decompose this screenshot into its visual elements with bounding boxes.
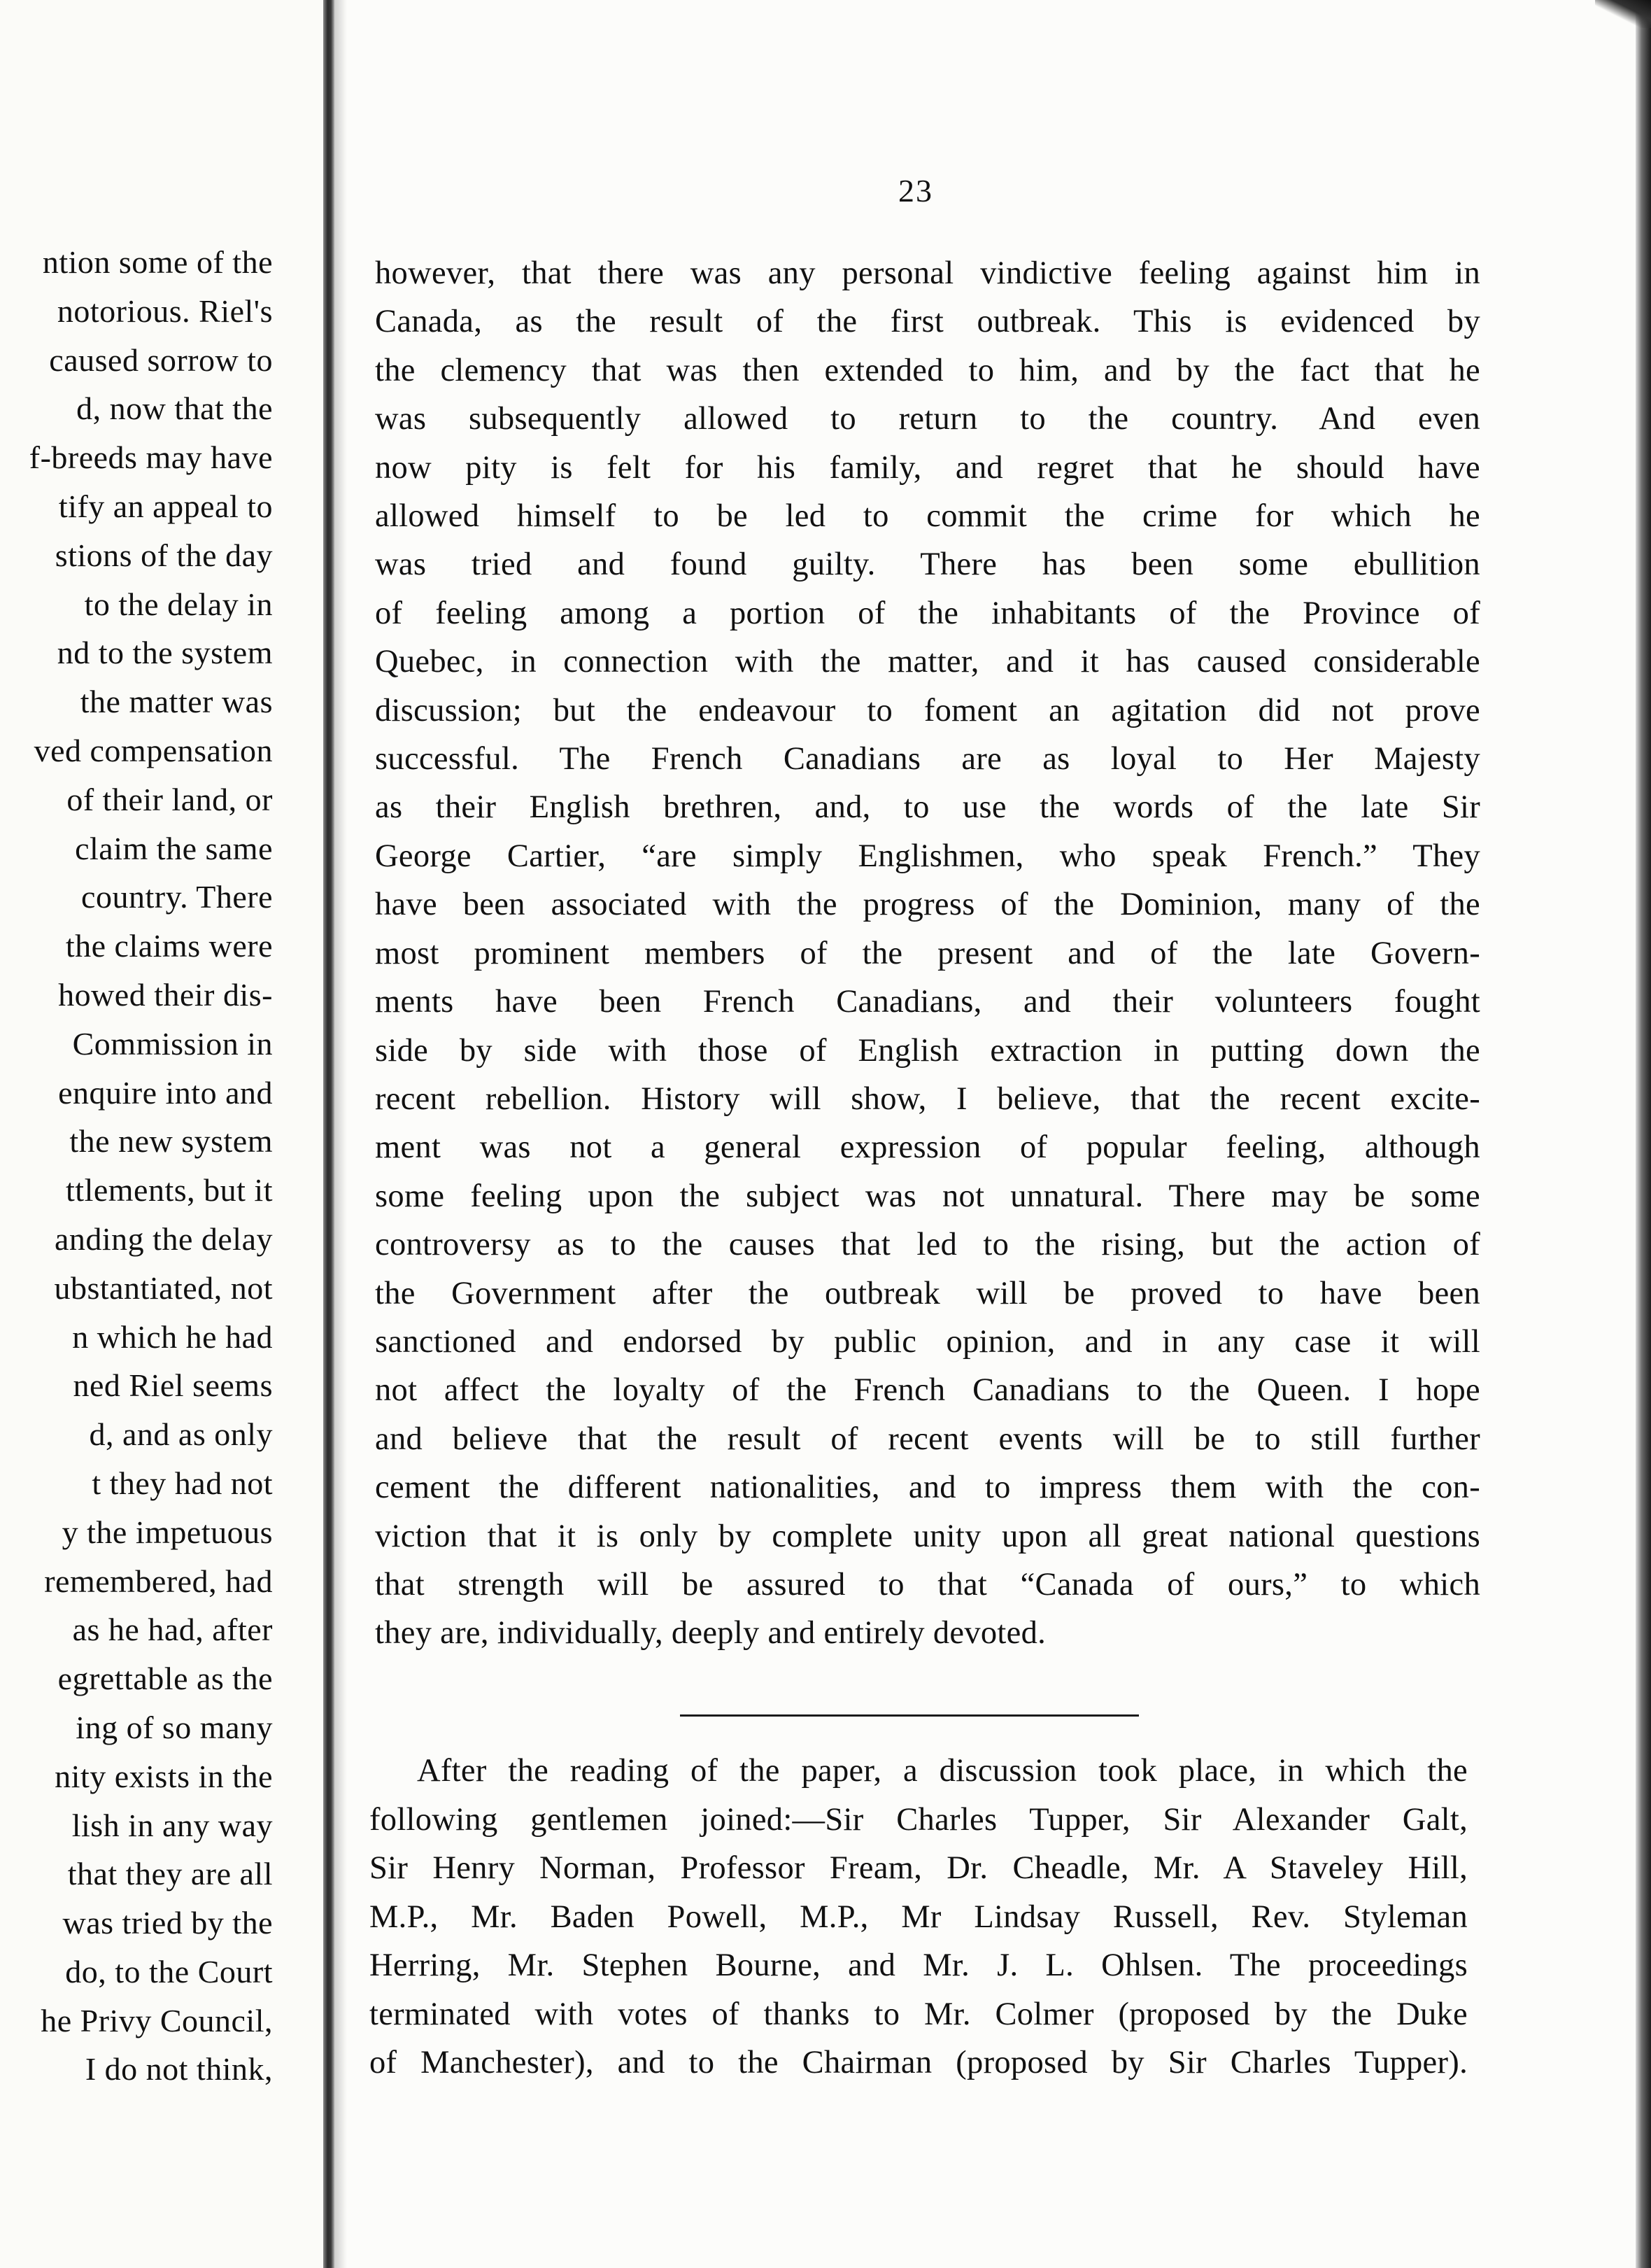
left-line: ned Riel seems [73,1367,273,1404]
left-line: claim the same [75,830,273,866]
left-line: do, to the Court [65,1953,273,1989]
left-line: was tried by the [62,1905,273,1941]
body-line: have been associated with the progress of the Dominion, many of the [375,887,1480,923]
left-line: that they are all [67,1856,273,1892]
page-edge-shadow [1636,0,1651,2268]
body-line: the clemency that was then extended to him, and by the fact that he [375,352,1480,388]
body-line: they are, individually, deeply and entirely devoted. [375,1615,1047,1651]
discussion-line: After the reading of the paper, a discussion took place, in which the [417,1753,1468,1789]
left-line: howed their dis- [58,976,273,1013]
left-line: f-breeds may have [29,439,273,476]
left-line: to the delay in [84,586,273,622]
page-corner-shadow [1595,0,1651,28]
body-line: controversy as to the causes that led to the rising, but the action of [375,1227,1480,1263]
left-line: the new system [69,1123,273,1160]
body-line: recent rebellion. History will show, I believe, that the recent excite- [375,1080,1480,1117]
body-line: ments have been French Canadians, and their volunteers fought [375,984,1480,1020]
body-line: discussion; but the endeavour to foment an agitation did not prove [375,692,1480,728]
left-line: enquire into and [58,1074,273,1111]
body-line: was tried and found guilty. There has been some ebullition [375,547,1480,583]
body-line: of feeling among a portion of the inhabitants of the Province of [375,595,1480,631]
left-line: ttlements, but it [66,1172,273,1209]
left-line: he Privy Council, [41,2002,273,2038]
body-line: cement the different nationalities, and to impress them with the con- [375,1470,1480,1506]
discussion-line: terminated with votes of thanks to Mr. Colmer (proposed by the Duke [369,1996,1468,2032]
discussion-paragraph [369,1747,1468,2087]
body-line: sanctioned and endorsed by public opinion, and in any case it will [375,1323,1480,1360]
left-line: the claims were [65,928,273,964]
left-line: lish in any way [71,1807,273,1843]
left-line: d, now that the [76,390,273,427]
left-line: nity exists in the [55,1758,273,1794]
left-line: t they had not [92,1465,273,1501]
body-line: now pity is felt for his family, and regret that he should have [375,449,1480,486]
body-line: was subsequently allowed to return to the country. And even [375,401,1480,437]
body-line: viction that it is only by complete unity upon all great national questions [375,1518,1480,1554]
body-line: side by side with those of English extraction in putting down the [375,1032,1480,1069]
left-line: n which he had [72,1318,273,1355]
body-line: and believe that the result of recent events will be to still further [375,1421,1480,1457]
main-body-text [375,249,1480,1658]
left-line: nd to the system [57,635,273,671]
page-number: 23 [898,173,933,209]
left-line: remembered, had [44,1563,273,1599]
body-line: not affect the loyalty of the French Canadians to the Queen. I hope [375,1372,1480,1409]
left-page-fragment [0,0,323,2268]
discussion-line: of Manchester), and to the Chairman (proposed by Sir Charles Tupper). [369,2045,1468,2080]
left-line: ved compensation [34,732,273,768]
body-line: however, that there was any personal vindictive feeling against him in [375,255,1480,291]
discussion-line: Sir Henry Norman, Professor Fream, Dr. Cheadle, Mr. A Staveley Hill, [369,1850,1468,1886]
body-line: that strength will be assured to that “Canada of ours,” to which [375,1566,1480,1603]
left-line: ntion some of the [42,244,273,280]
discussion-line: Herring, Mr. Stephen Bourne, and Mr. J. L. Ohlsen. The proceedings [369,1947,1468,1983]
discussion-line: following gentlemen joined:—Sir Charles Tupper, Sir Alexander Galt, [369,1801,1468,1838]
left-line: notorious. Riel's [57,293,273,329]
discussion-line: M.P., Mr. Baden Powell, M.P., Mr Lindsay Russell, Rev. Styleman [369,1899,1468,1935]
left-line: ing of so many [76,1709,273,1745]
left-line: the matter was [80,684,273,720]
body-line: ment was not a general expression of popular feeling, although [375,1129,1480,1166]
body-line: George Cartier, “are simply Englishmen, who speak French.” They [375,838,1480,874]
left-line: ubstantiated, not [54,1269,273,1306]
left-line: anding the delay [54,1220,273,1257]
body-line: successful. The French Canadians are as loyal to Her Majesty [375,741,1480,777]
body-line: the Government after the outbreak will be proved to have been [375,1275,1480,1311]
left-line: country. There [81,879,273,915]
book-gutter [323,0,334,2268]
body-line: Quebec, in connection with the matter, and it has caused considerable [375,644,1480,680]
left-line: caused sorrow to [49,341,273,378]
left-page-text-column [0,238,273,2094]
left-line: tify an appeal to [58,488,273,524]
body-line: as their English brethren, and, to use the words of the late Sir [375,789,1480,826]
body-line: allowed himself to be led to commit the crime for which he [375,498,1480,535]
section-divider-rule [680,1714,1139,1717]
left-line: y the impetuous [62,1514,273,1550]
left-line: of their land, or [66,781,273,817]
gutter-shadow [334,0,347,2268]
left-line: Commission in [72,1025,273,1062]
left-line: d, and as only [89,1416,273,1453]
body-line: some feeling upon the subject was not unnatural. There may be some [375,1178,1480,1214]
body-line: most prominent members of the present and of the late Govern- [375,935,1480,971]
left-line: I do not think, [85,2051,273,2087]
left-line: egrettable as the [57,1661,273,1697]
body-line: Canada, as the result of the first outbreak. This is evidenced by [375,304,1480,340]
left-line: stions of the day [55,537,273,573]
left-line: as he had, after [72,1612,273,1648]
